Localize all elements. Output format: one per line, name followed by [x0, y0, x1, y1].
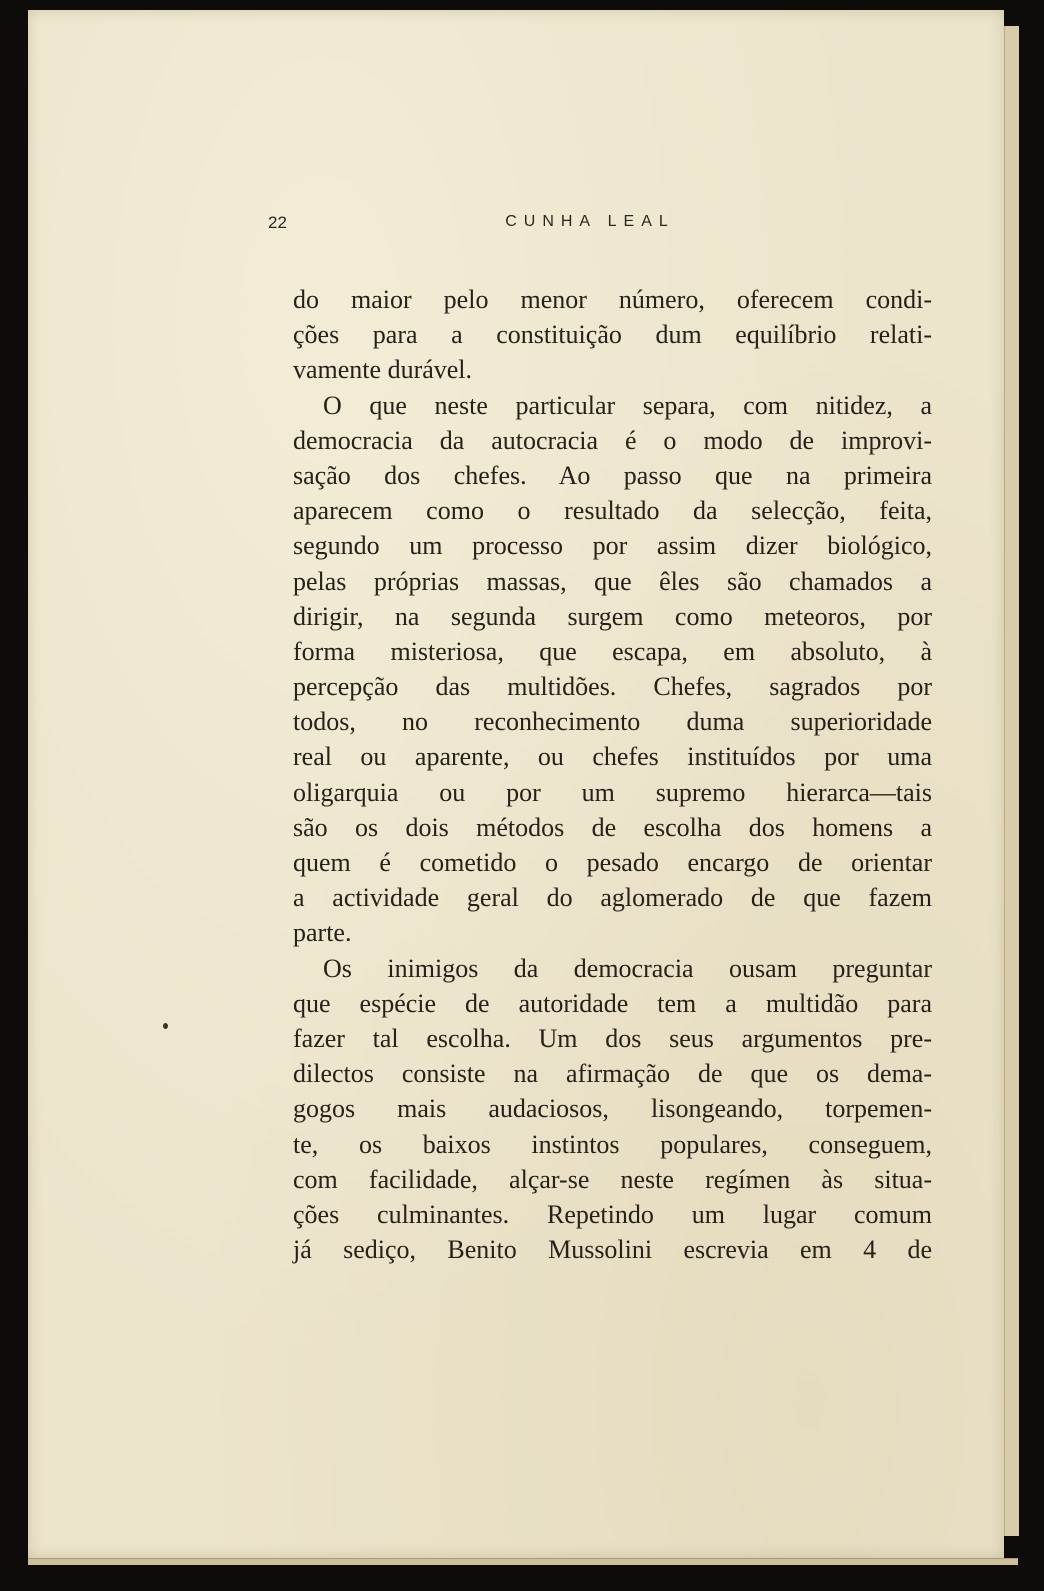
text-line: gogos mais audaciosos, lisongeando, torpemen-: [293, 1094, 932, 1124]
page-header: [268, 205, 908, 245]
text-line: ções culminantes. Repetindo um lugar comum: [293, 1199, 932, 1229]
text-line: O que neste particular separa, com nitidez, a: [323, 390, 932, 420]
text-line: do maior pelo menor número, oferecem condi-: [293, 285, 932, 314]
text-line: percepção das multidões. Chefes, sagrados por: [293, 672, 932, 702]
text-line: democracia da autocracia é o modo de improvi-: [293, 425, 932, 455]
text-line: segundo um processo por assim dizer biológico,: [293, 531, 932, 561]
page-edge-right: [1004, 26, 1019, 1536]
text-line: vamente durável.: [293, 355, 473, 385]
text-line: todos, no reconhecimento duma superioridade: [293, 707, 932, 737]
body-text: [293, 282, 932, 1267]
text-line: forma misteriosa, que escapa, em absoluto, à: [293, 636, 932, 666]
text-line: aparecem como o resultado da selecção, feita,: [293, 496, 932, 526]
text-line: quem é cometido o pesado encargo de orientar: [293, 848, 932, 877]
text-line: a actividade geral do aglomerado de que fazem: [293, 883, 932, 913]
page-number: 22: [268, 213, 287, 232]
text-line: são os dois métodos de escolha dos homens a: [293, 812, 932, 842]
text-line: que espécie de autoridade tem a multidão para: [293, 988, 932, 1018]
text-line: com facilidade, alçar-se neste regímen às situa-: [293, 1164, 932, 1194]
text-line: já sediço, Benito Mussolini escrevia em 4 de: [293, 1235, 932, 1265]
page-edge-bottom: [28, 1558, 1018, 1565]
text-line: real ou aparente, ou chefes instituídos por uma: [293, 742, 932, 772]
text-line: pelas próprias massas, que êles são chamados a: [293, 566, 932, 596]
text-line: Os inimigos da democracia ousam preguntar: [323, 953, 932, 983]
text-line: oligarquia ou por um supremo hierarca—tais: [293, 777, 932, 807]
text-line: dilectos consiste na afirmação de que os dema-: [293, 1059, 932, 1089]
running-head: CUNHA LEAL: [505, 213, 675, 230]
text-line: ções para a constituição dum equilíbrio relati-: [293, 320, 932, 350]
text-line: sação dos chefes. Ao passo que na primeira: [293, 460, 932, 490]
text-line: parte.: [293, 918, 352, 948]
text-line: dirigir, na segunda surgem como meteoros, por: [293, 601, 932, 631]
ink-speck: [163, 1023, 168, 1029]
text-line: te, os baixos instintos populares, conseguem,: [293, 1129, 932, 1159]
text-line: fazer tal escolha. Um dos seus argumentos pre-: [293, 1023, 932, 1053]
